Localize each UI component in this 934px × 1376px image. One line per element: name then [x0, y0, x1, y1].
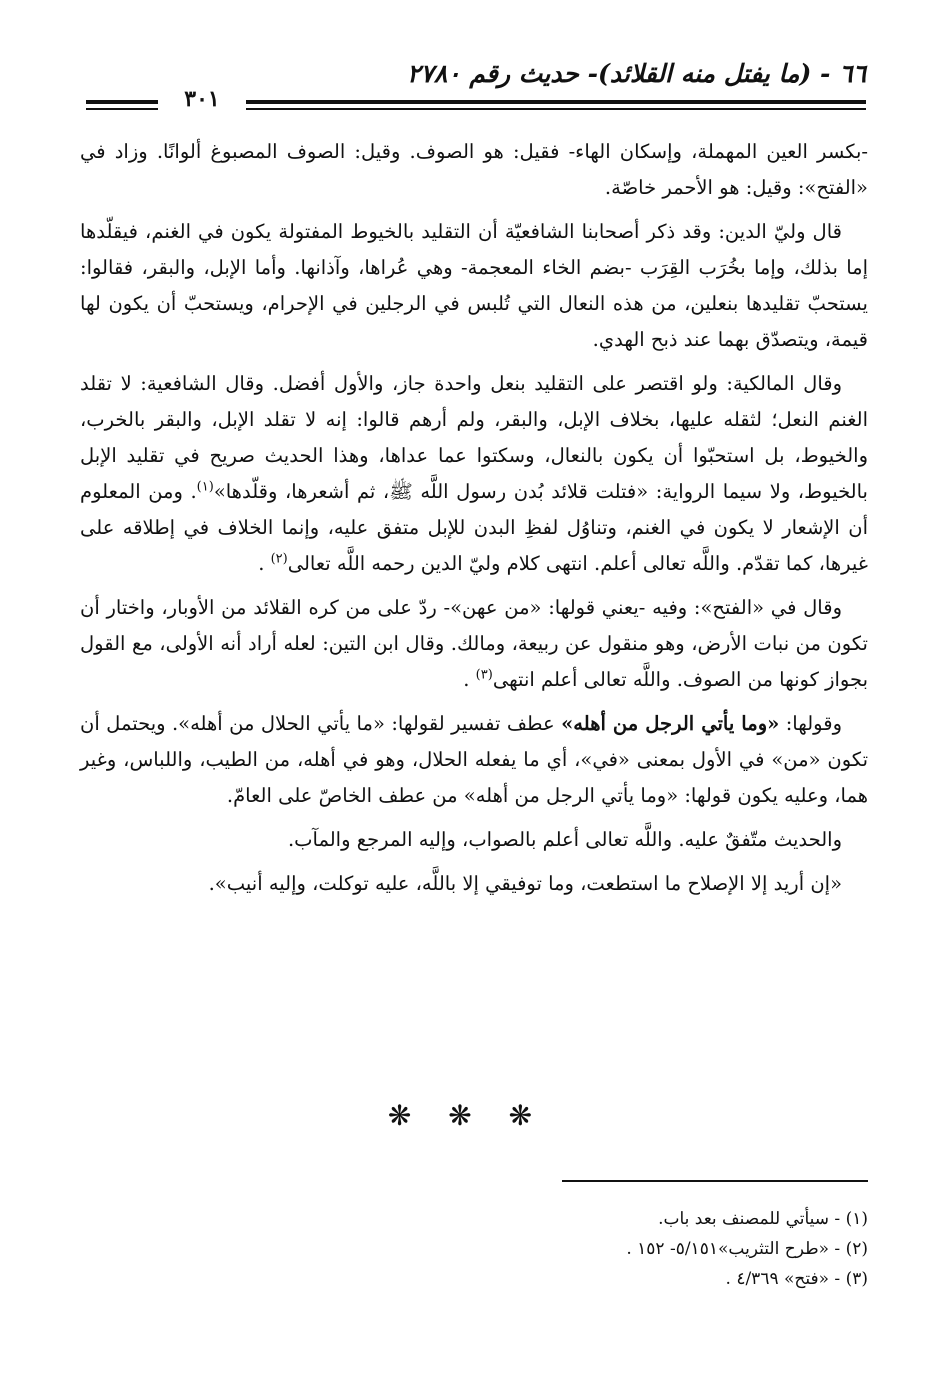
paragraph-wali-al-din: [80, 214, 868, 358]
paragraph-continuation: [80, 134, 868, 206]
quoted-phrase: «وما يأتي الرجل من أهله»: [561, 712, 780, 735]
footnote-ref-1[interactable]: (١): [196, 479, 214, 495]
paragraph-closing-verse: [80, 866, 868, 902]
paragraph-hadith-agreed: [80, 822, 868, 858]
footnote-1: (١) - سيأتي للمصنف بعد باب.: [658, 1209, 868, 1229]
footnote-ref-3[interactable]: (٣): [475, 667, 493, 683]
paragraph-text: عطف تفسير لقولها: «ما يأتي الحلال من أهله». ويحتمل أن تكون «من» في الأول بمعنى «في»، أي ما يفعله الحلال، وهو في أهله، من الطيب، واللباس، وغير هما، وعليه يكون قولها: «وما يأتي الرجل من أهله» من عطف الخاصّ على العامّ.: [80, 712, 868, 807]
page-number: ٣٠١: [184, 86, 220, 112]
paragraph-malikiyya: [80, 366, 868, 582]
paragraph-text: «إن أريد إلا الإصلاح ما استطعت، وما توفيقي إلا باللَّه، عليه توكلت، وإليه أنيب».: [208, 872, 842, 895]
paragraph-text: وقال في «الفتح»: وفيه -يعني قولها: «من عهن»- ردّ على من كره القلائد من الأوبار، واختار أن تكون من نبات الأرض، وهو منقول عن ربيعة، ومالك. وقال ابن التين: لعله أراد أنه الأولى، مع القول بجواز كونها من الصوف. واللَّه تعالى أعلم انتهى: [80, 596, 868, 691]
page-header: [86, 58, 866, 116]
page-number-rule-thick: [86, 100, 158, 104]
paragraph-qawluha: [80, 706, 868, 814]
paragraph-end: .: [463, 668, 476, 691]
paragraph-text-continued: . ومن المعلوم أن الإشعار لا يكون في الغنم، وتناوُل لفظِ البدن للإبل متفق عليه، وإنما الخلاف في إطلاقه على غيرها، كما تقدّم. واللَّه تعالى أعلم. انتهى كلام وليّ الدين رحمه اللَّه تعالى: [80, 480, 868, 575]
paragraph-text: وقال المالكية: ولو اقتصر على التقليد بنعل واحدة جاز، والأول أفضل. وقال الشافعية: لا تقلد الغنم النعل؛ لثقله عليها، بخلاف الإبل، والبقر، ولم أرهم قالوا: إنه لا تقلد الإبل، والبقر بالخرب، والخيوط، بل استحبّوا أن يكون بالنعال، وسكتوا عما عداها، وهذا الحديث صريح في تقليد الإبل بالخيوط، ولا سيما الرواية: «فتلت قلائد بُدن رسول اللَّه ﷺ، ثم أشعرها، وقلّدها»: [80, 372, 868, 503]
running-title: ٦٦ - (ما يفتل منه القلائد)- حديث رقم ٢٧٨٠: [407, 59, 866, 88]
section-separator-stars: ❋ ❋ ❋: [387, 1099, 547, 1132]
page-number-rule-thin: [86, 108, 158, 110]
header-rule-thick: [246, 100, 866, 104]
paragraph-fath: [80, 590, 868, 698]
paragraph-end: .: [258, 552, 271, 575]
footnote-3: (٣) - «فتح» ٤/٣٦٩ .: [725, 1269, 868, 1289]
footnote-ref-2[interactable]: (٢): [270, 551, 288, 567]
paragraph-lead: وقولها:: [779, 712, 842, 735]
main-text: [80, 134, 868, 910]
header-rule-thin: [246, 108, 866, 110]
footnotes: [268, 1204, 868, 1294]
footnote-rule: [562, 1180, 868, 1182]
footnote-2: (٢) - «طرح التثريب»٥/١٥١- ١٥٢ .: [626, 1239, 868, 1259]
paragraph-text: قال وليّ الدين: وقد ذكر أصحابنا الشافعيّة أن التقليد بالخيوط المفتولة يكون في الغنم، فيقلّدها إما بذلك، وإما بخُرَب القِرَب -بضم الخاء المعجمة- وهي عُراها، وآذانها. وأما الإبل، والبقر، فقالوا: يستحبّ تقليدها بنعلين، من هذه النعال التي تُلبس في الرجلين في الإحرام، ويستحبّ أن يكون لها قيمة، ويتصدّق بهما عند ذبح الهدي.: [80, 220, 868, 351]
paragraph-text: -بكسر العين المهملة، وإسكان الهاء- فقيل: هو الصوف. وقيل: الصوف المصبوغ ألوانًا. وزاد في «الفتح»: وقيل: هو الأحمر خاصّة.: [80, 140, 868, 199]
paragraph-text: والحديث متّفقٌ عليه. واللَّه تعالى أعلم بالصواب، وإليه المرجع والمآب.: [287, 828, 842, 851]
